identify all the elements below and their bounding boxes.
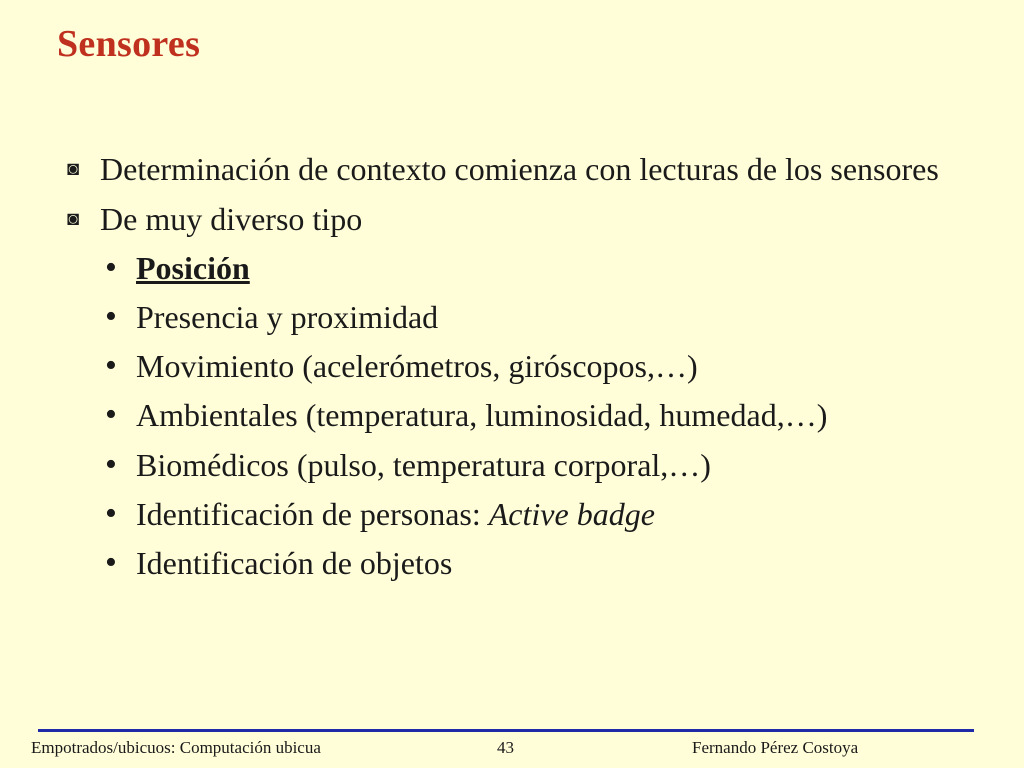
bullet-text: Biomédicos (pulso, temperatura corporal,…) [136, 446, 711, 483]
bullet-text: Ambientales (temperatura, luminosidad, humedad,…) [136, 396, 828, 433]
bullet-dot-icon: • [105, 495, 117, 532]
bullet-dot-icon: • [105, 396, 117, 433]
footer-page-number: 43 [497, 738, 514, 757]
bullet-text-italic: Active badge [488, 495, 655, 532]
bullet-text-posicion: Posición [136, 249, 250, 286]
bullet-level2 [100, 492, 655, 536]
footer-author: Fernando Pérez Costoya [692, 738, 859, 757]
bullet-level2 [100, 443, 711, 487]
bullet-text: Determinación de contexto comienza con lecturas de los sensores [100, 150, 939, 187]
bullet-dot-icon: • [105, 446, 117, 483]
bullet-level2 [100, 246, 250, 290]
bullet-dot-icon: • [105, 249, 117, 286]
bullet-level1 [62, 197, 362, 241]
bullet-marker-icon: ◙ [66, 157, 80, 180]
bullet-dot-icon: • [105, 298, 117, 335]
bullet-dot-icon: • [105, 347, 117, 384]
bullet-text: Presencia y proximidad [136, 298, 439, 335]
bullet-text: Identificación de personas: [136, 495, 489, 532]
footer-divider [38, 729, 974, 732]
bullet-level2 [100, 295, 438, 339]
bullet-level2 [100, 393, 827, 437]
bullet-level2 [100, 344, 698, 388]
bullet-dot-icon: • [105, 544, 117, 581]
bullet-text: Identificación de objetos [136, 544, 453, 581]
bullet-marker-icon: ◙ [66, 207, 80, 230]
bullet-text: De muy diverso tipo [100, 200, 363, 237]
footer-course: Empotrados/ubicuos: Computación ubicua [31, 738, 321, 757]
bullet-level2 [100, 541, 452, 585]
slide-title: Sensores [57, 23, 201, 65]
bullet-level1 [62, 147, 939, 191]
bullet-text: Movimiento (acelerómetros, giróscopos,…) [136, 347, 698, 384]
